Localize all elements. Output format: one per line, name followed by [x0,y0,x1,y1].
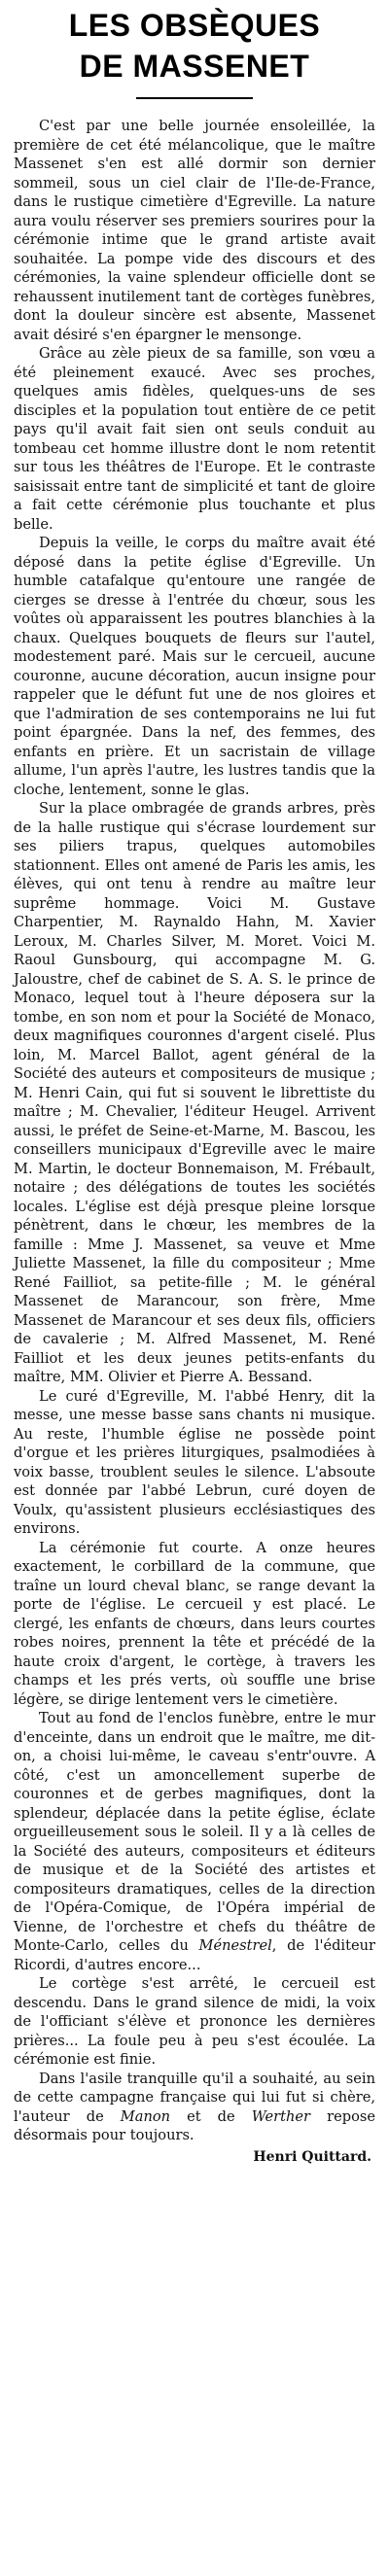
paragraph: Tout au fond de l'enclos funèbre, entre le mur d'enceinte, dans un endroit que le maître, me dit-on, a choisi lui-même, le caveau s'entr'ouvre. A côté, c'est un amoncellement superbe de couronnes et de gerbes magnifiques, dont la splendeur, déplacée dans la petite église, éclate orgueilleusement sous le soleil. Il y a là celles de la Société des auteurs, compositeurs et éditeurs de musique et de la Société des artistes et compositeurs dramatiques, celles de la direction de l'Opéra-Comique, de l'Opéra impérial de Vienne, de l'orchestre et chefs du théâtre de Monte-Carlo, celles du Ménestrel, de l'éditeur Ricordi, d'autres encore... [14,1710,375,1973]
paragraph: Depuis la veille, le corps du maître avait été déposé dans la petite église d'Egreville. Un humble catafalque qu'entoure une rangée de cierges se dresse à l'entrée du chœur, sous les voûtes où apparaissent les poutres blanchies à la chaux. Quelques bouquets de fleurs sur l'autel, modestement paré. Mais sur le cercueil, aucune couronne, aucune décoration, aucun insigne pour rappeler que le défunt fut une de nos gloires et que l'admiration de ses contemporains ne lui fut point épargnée. Dans la nef, des femmes, des enfants en prière. Et un sacristain de village allume, l'un après l'autre, les lustres tandis que la cloche, lentement, sonne le glas. [14,535,375,798]
article-body [14,117,375,2145]
author-signature: Henri Quittard. [253,2148,371,2165]
headline-line-1: LES OBSÈQUES [68,8,321,43]
italic-title: Manon [120,2107,171,2125]
paragraph: Dans l'asile tranquille qu'il a souhaité, au sein de cette campagne française qui lui fut si chère, l'auteur de Manon et de Werther repose désormais pour toujours. [14,2070,375,2143]
paragraph: Sur la place ombragée de grands arbres, près de la halle rustique qui s'écrase lourdement sur ses piliers trapus, quelques automobiles stationnent. Elles ont amené de Paris les amis, les élèves, qui ont tenu à rendre au maître leur suprême hommage. Voici M. Gustave Charpentier, M. Raynaldo Hahn, M. Xavier Leroux, M. Charles Silver, M. Moret. Voici M. Raoul Gunsbourg, qui accompagne M. G. Jaloustre, chef de cabinet de S. A. S. le prince de Monaco, lequel tout à l'heure déposera sur la tombe, en son nom et pour la Société de Monaco, deux magnifiques couronnes d'argent ciselé. Plus loin, M. Marcel Ballot, agent général de la Société des auteurs et compositeurs de musique ; M. Henri Cain, qui fut si souvent le librettiste du maître ; M. Chevalier, l'éditeur Heugel. Arrivent aussi, le préfet de Seine-et-Marne, M. Bascou, les conseillers municipaux d'Egreville avec le maire M. Martin, le docteur Bonnemaison, M. Frébault, notaire ; des délégations de toutes les sociétés locales. L'église est déjà presque pleine lorsque pénètrent, dans le chœur, les membres de la famille : Mme J. Massenet, sa veuve et Mme Juliette Massenet, la fille du compositeur ; Mme René Failliot, sa petite-fille ; M. le général Massenet de Marancour, son frère, Mme Massenet de Marancour et ses deux fils, officiers de cavalerie ; M. Alfred Massenet, M. René Failliot et les deux jeunes petits-enfants du maître, MM. Olivier et Pierre A. Bessand. [14,800,375,1385]
paragraph: La cérémonie fut courte. A onze heures exactement, le corbillard de la commune, que traîne un lourd cheval blanc, se range devant la porte de l'église. Le cercueil y est placé. Le clergé, les enfants de chœurs, dans leurs courtes robes noires, prennent la tête et précédé de la haute croix d'argent, le cortège, à travers les champs et les prés verts, où souffle une brise légère, se dirige lentement vers le cimetière. [14,1539,375,1708]
paragraph: Le curé d'Egreville, M. l'abbé Henry, dit la messe, une messe basse sans chants ni musique. Au reste, l'humble église ne possède point d'orgue et les prières liturgiques, psalmodiées à voix basse, troublent seules le silence. L'absoute est donnée par l'abbé Lebrun, curé doyen de Voulx, qu'assistent plusieurs ecclésiastiques des environs. [14,1387,375,1537]
paragraph: Le cortège s'est arrêté, le cercueil est descendu. Dans le grand silence de midi, la voix de l'officiant s'élève et prononce les dernières prières... La foule peu à peu s'est écoulée. La cérémonie est finie. [14,1975,375,2068]
italic-title: Ménestrel [198,1937,272,1954]
paragraph: C'est par une belle journée ensoleillée, la première de cet été mélancolique, que le maître Massenet s'en est allé dormir son dernier sommeil, sous un ciel clair de l'Ile-de-France, dans le rustique cimetière d'Egreville. La nature aura voulu réserver ses premiers sourires pour la cérémonie intime que le grand artiste avait souhaitée. La pompe vide des discours et des cérémonies, la vaine splendeur officielle dont se rehaussent inutilement tant de cortèges funèbres, dont la douleur sincère est absente, Massenet avait désiré s'en épargner le mensonge. [14,118,375,343]
paragraph: Grâce au zèle pieux de sa famille, son vœu a été pleinement exaucé. Avec ses proches, quelques amis fidèles, quelques-uns de ses disciples et la population tout entière de ce petit pays qu'il avait fait sien ont seuls conduit au tombeau cet homme illustre dont le nom retentit sur tous les théâtres de l'Europe. Et le contraste saisissait entre tant de simplicité et tant de gloire a fait cette cérémonie plus touchante et plus belle. [14,345,375,533]
title-divider [136,97,253,99]
article [14,8,375,2165]
headline-line-2: DE MASSENET [79,49,310,84]
italic-title: Werther [251,2107,311,2125]
